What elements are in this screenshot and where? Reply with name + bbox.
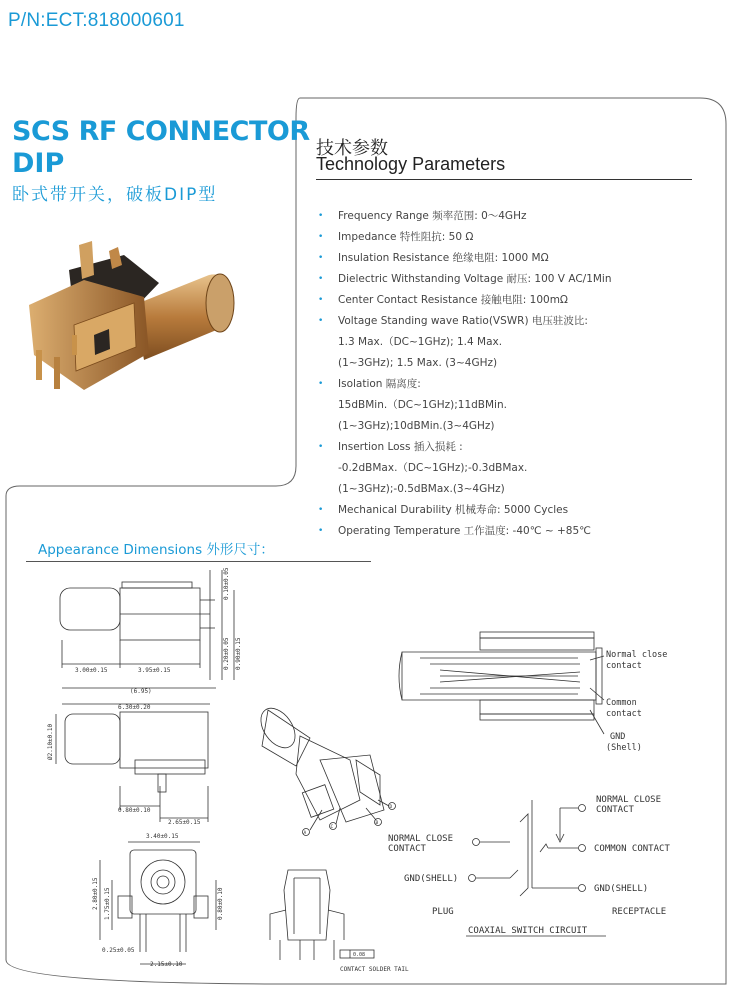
circuit-normal-close-right-2: CONTACT	[596, 805, 634, 815]
circuit-plug: PLUG	[432, 907, 454, 917]
coaxial-switch-circuit	[466, 800, 606, 936]
param-vswr-line2: (1~3GHz); 1.5 Max. (3~4GHz)	[338, 357, 498, 369]
dimension-label: 3.40±0.15	[146, 833, 179, 840]
param-insulation: • Insulation Resistance 绝缘电阻: 1000 MΩ	[318, 248, 718, 269]
marker-label: A	[303, 831, 307, 836]
dimension-label: 0.10±0.05	[223, 567, 230, 600]
product-photo	[14, 235, 244, 415]
param-vswr-line1: 1.3 Max.（DC~1GHz); 1.4 Max.	[338, 336, 503, 348]
divider	[316, 179, 692, 180]
bullet-icon: •	[318, 295, 324, 305]
isometric-drawing	[254, 702, 396, 836]
dimension-label: 2.80±0.15	[92, 877, 99, 910]
technical-drawing	[0, 560, 730, 980]
param-frequency: • Frequency Range 频率范围: 0～4GHz	[318, 206, 718, 227]
param-dielectric: • Dielectric Withstanding Voltage 耐压: 100 V AC/1Min	[318, 269, 718, 290]
product-subtitle: 卧式带开关，破板DIP型	[12, 185, 218, 205]
dimension-label: 0.90±0.15	[235, 637, 242, 670]
dimension-label: 2.65±0.15	[168, 819, 201, 826]
bullet-icon: •	[318, 379, 324, 389]
param-insertion-line2: (1~3GHz);-0.5dBMax.(3~4GHz)	[338, 483, 505, 495]
callout-gnd: GND	[610, 732, 626, 742]
cross-section-drawing	[399, 632, 604, 734]
dimension-label: (6.95)	[130, 688, 152, 695]
bullet-icon: •	[318, 316, 324, 326]
top-view-drawing	[60, 570, 234, 680]
bullet-icon: •	[318, 211, 324, 221]
bullet-icon: •	[318, 274, 324, 284]
circuit-normal-close-left-2: CONTACT	[388, 844, 426, 854]
param-insertion-line1: -0.2dBMax.（DC~1GHz);-0.3dBMax.	[338, 462, 528, 474]
circuit-common-contact: COMMON CONTACT	[594, 844, 670, 854]
product-type: DIP	[12, 148, 65, 179]
circuit-gnd-right: GND(SHELL)	[594, 884, 649, 894]
param-contact-resistance: • Center Contact Resistance 接触电阻: 100mΩ	[318, 290, 718, 311]
tech-params-title-cn: 技术参数	[316, 138, 388, 159]
circuit-normal-close-left: NORMAL CLOSE	[388, 834, 454, 844]
front-view-drawing	[100, 842, 216, 964]
callout-normal-close: Normal close	[606, 650, 668, 660]
dimension-label: 0.80±0.10	[217, 887, 224, 920]
param-durability: • Mechanical Durability 机械寿命: 5000 Cycles	[318, 500, 718, 521]
appearance-dimensions-title: Appearance Dimensions 外形尺寸：	[38, 542, 274, 558]
marker-label: C	[330, 825, 334, 830]
bullet-icon: •	[318, 232, 324, 242]
solder-tail-drawing	[270, 870, 374, 960]
bullet-icon: •	[318, 442, 324, 452]
bullet-icon: •	[318, 253, 324, 263]
param-impedance: • Impedance 特性阻抗: 50 Ω	[318, 227, 718, 248]
dimension-label: Ø2.10±0.10	[47, 723, 54, 760]
marker-label: D	[389, 805, 393, 810]
callout-common: Common	[606, 698, 637, 708]
product-title: SCS RF CONNECTOR	[12, 116, 310, 147]
param-isolation-line1: 15dBMin.（DC~1GHz);11dBMin.	[338, 399, 507, 411]
bullet-icon: •	[318, 526, 324, 536]
parameter-list	[318, 206, 718, 542]
part-number: P/N:ECT:818000601	[8, 10, 185, 31]
tech-params-title-en: Technology Parameters	[316, 154, 506, 174]
circuit-receptacle: RECEPTACLE	[612, 907, 667, 917]
dimension-label: 6.30±0.20	[118, 704, 151, 711]
circuit-gnd-left: GND(SHELL)	[404, 874, 459, 884]
dimension-label: 1.75±0.15	[104, 887, 111, 920]
bullet-icon: •	[318, 505, 324, 515]
dimension-label: 0.25±0.05	[102, 947, 135, 954]
circuit-normal-close-right: NORMAL CLOSE	[596, 795, 662, 805]
dimension-label: 2.15±0.10	[150, 961, 183, 968]
contact-solder-tail-label: CONTACT SOLDER TAIL	[340, 966, 409, 973]
dimension-label: 0.80±0.10	[118, 807, 151, 814]
param-isolation: • Isolation 隔离度:	[318, 374, 718, 395]
callout-common-2: contact	[606, 709, 642, 719]
callout-gnd-2: (Shell)	[606, 743, 642, 753]
flatness-value: 0.08	[353, 952, 366, 958]
param-isolation-line2: (1~3GHz);10dBMin.(3~4GHz)	[338, 420, 495, 432]
param-vswr: • Voltage Standing wave Ratio(VSWR) 电压驻波比:	[318, 311, 718, 332]
dimension-label: 0.20±0.05	[223, 637, 230, 670]
marker-label: B	[375, 821, 379, 826]
dimension-label: 3.95±0.15	[138, 667, 171, 674]
circuit-caption: COAXIAL SWITCH CIRCUIT	[468, 926, 588, 936]
param-insertion-loss: • Insertion Loss 插入损耗 :	[318, 437, 718, 458]
param-temperature: • Operating Temperature 工作温度: -40℃ ~ +85℃	[318, 521, 718, 542]
callout-normal-close-2: contact	[606, 661, 642, 671]
dimension-label: 3.00±0.15	[75, 667, 108, 674]
